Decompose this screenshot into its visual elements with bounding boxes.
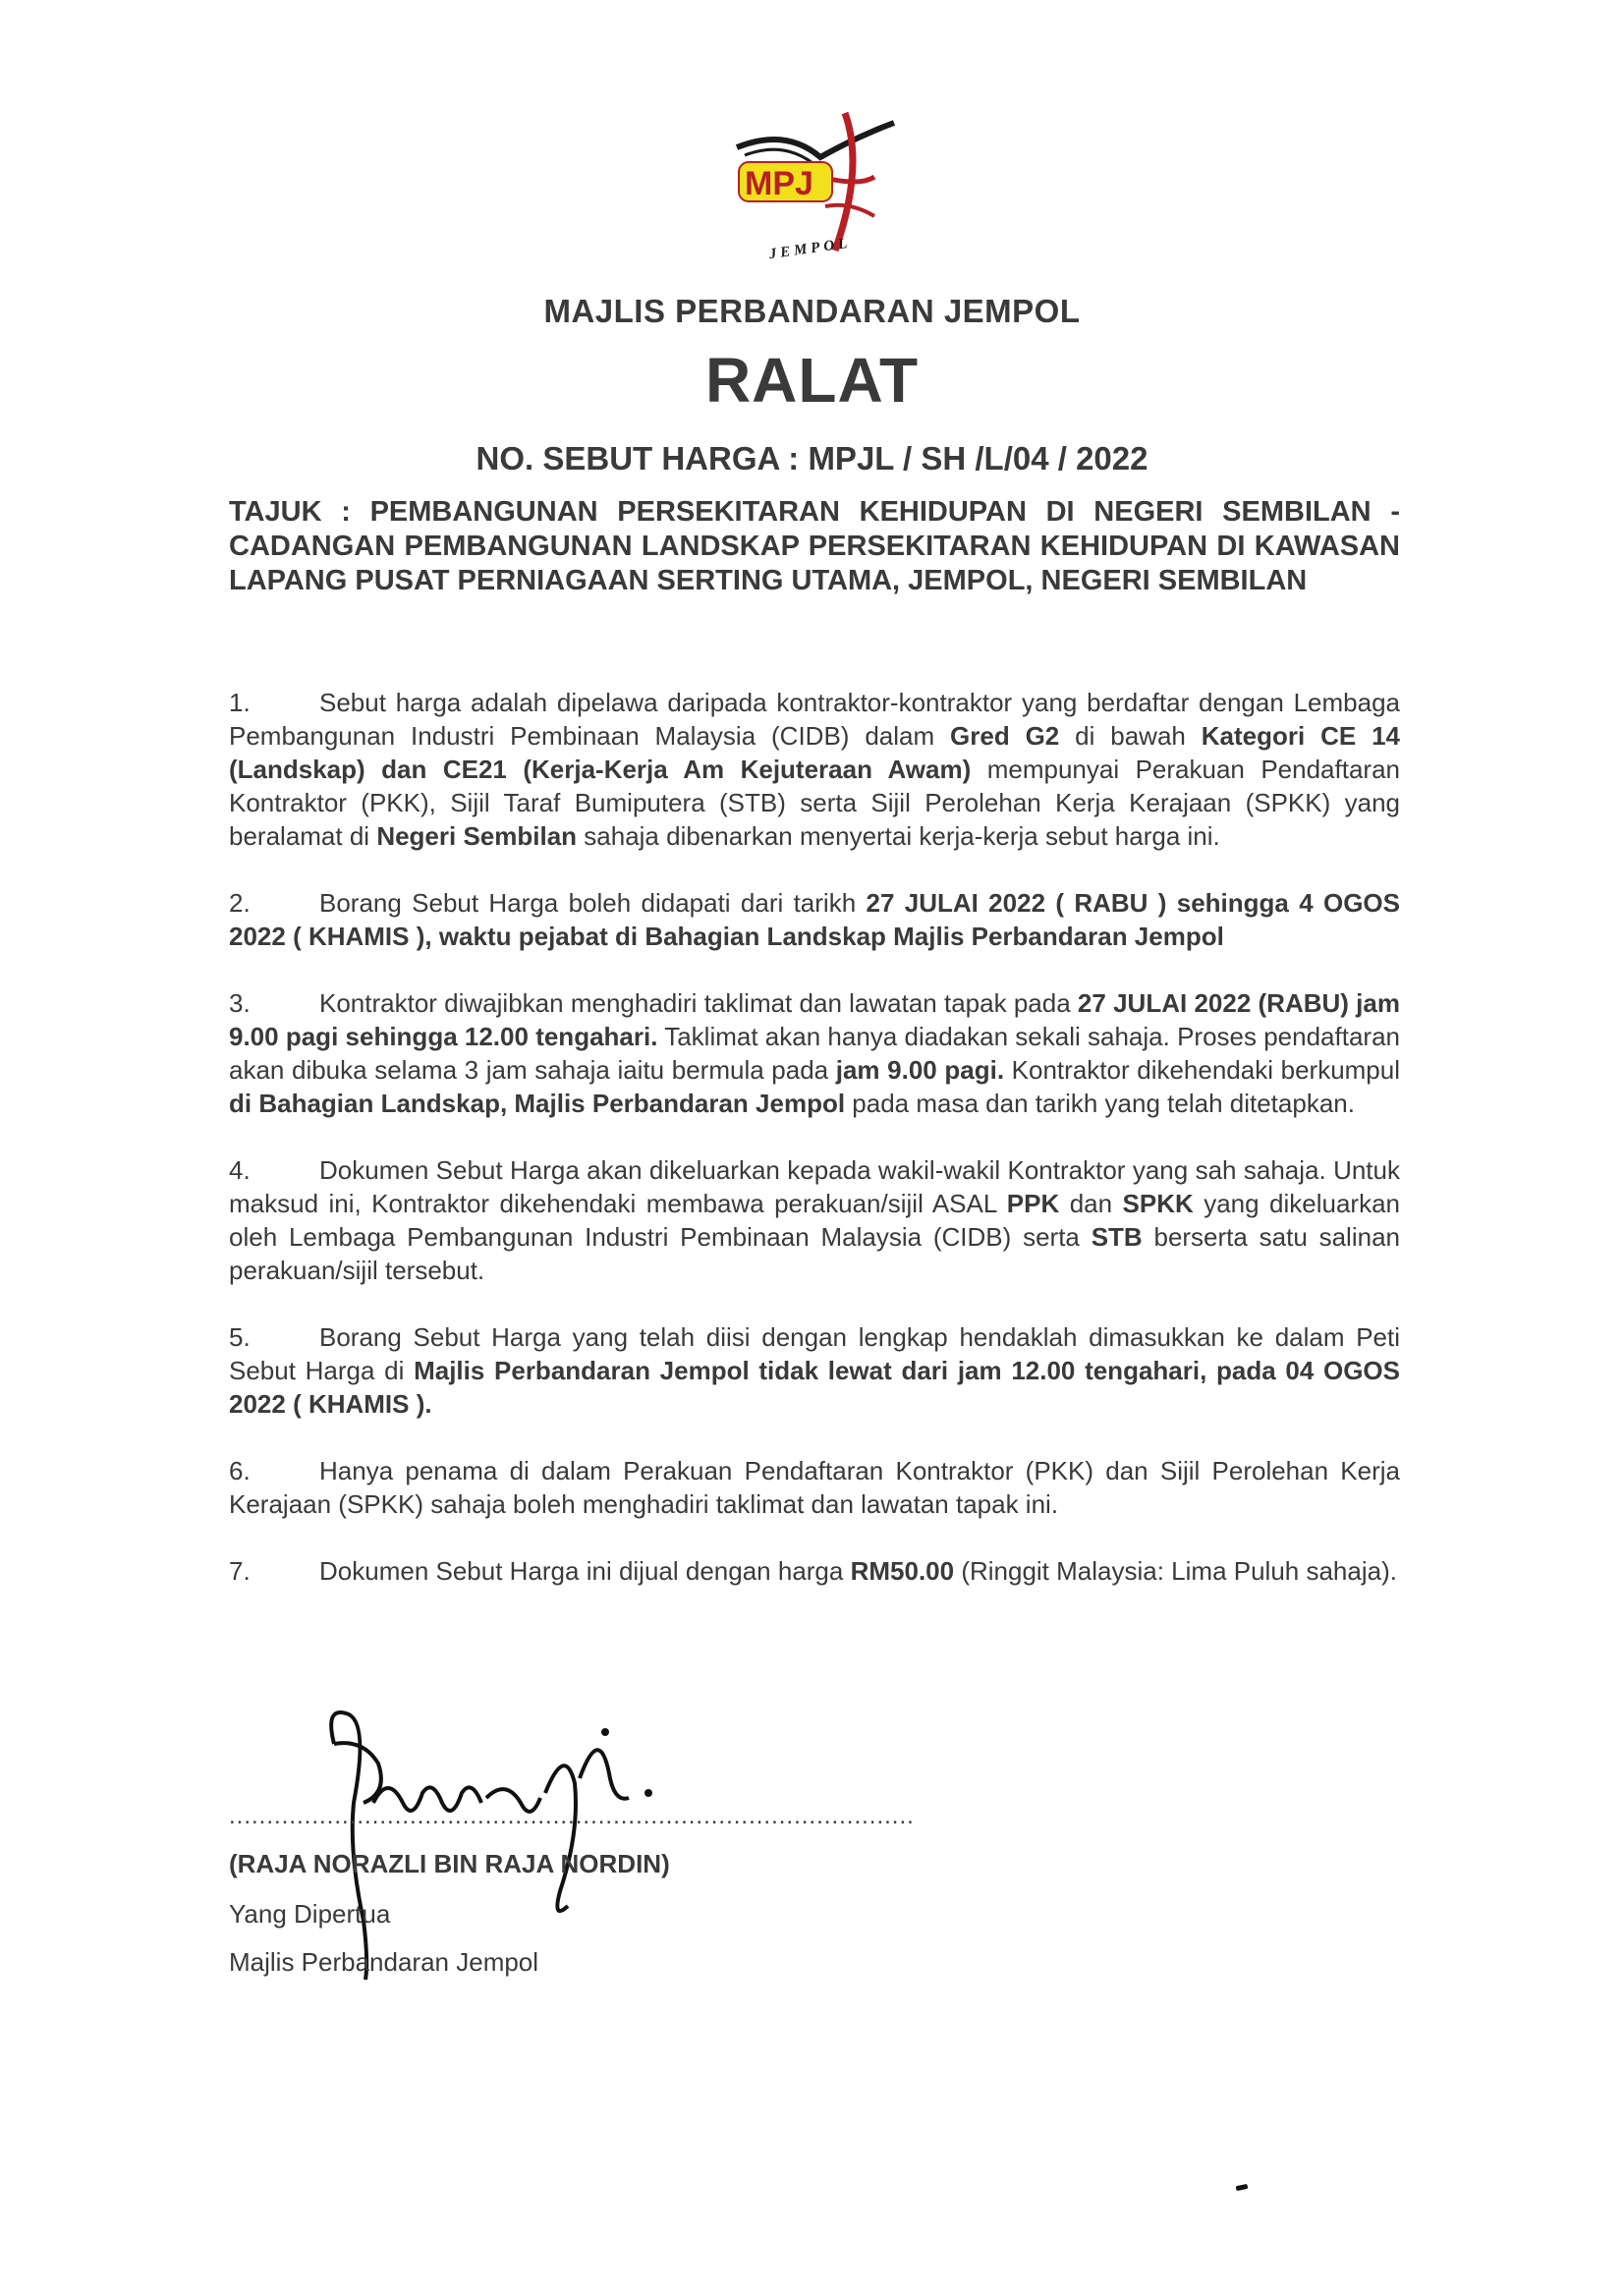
paragraph-text: pada masa dan tarikh yang telah ditetapkan.: [845, 1089, 1355, 1118]
signatory-name: (RAJA NORAZLI BIN RAJA NORDIN): [229, 1849, 670, 1878]
bold-text: jam 9.00 pagi.: [835, 1055, 1005, 1085]
paragraph-1: [229, 686, 1400, 853]
paragraph-text: Kontraktor dikehendaki berkumpul: [1004, 1055, 1401, 1085]
bold-text: Majlis Perbandaran Jempol tidak lewat dari jam 12.00 tengahari, pada 04 OGOS 2022 ( KHAMIS ).: [229, 1356, 1401, 1419]
paragraph-text: Borang Sebut Harga boleh didapati dari tarikh: [319, 888, 867, 918]
bold-text: di Bahagian Landskap, Majlis Perbandaran Jempol: [229, 1089, 846, 1118]
handwritten-signature: [295, 1685, 668, 1980]
scan-mark: [1236, 2184, 1249, 2191]
paragraph-text: Dokumen Sebut Harga akan dikeluarkan kepada wakil-wakil Kontraktor yang sah sahaja. Untuk maksud ini, Kontraktor dikehendaki membawa perakuan/sijil ASAL: [229, 1155, 1400, 1218]
paragraph-number: 5.: [229, 1322, 251, 1352]
paragraph-number: 6.: [229, 1456, 251, 1485]
paragraph-text: yang dikeluarkan oleh Lembaga Pembangunan Industri Pembinaan Malaysia (CIDB) serta: [229, 1189, 1400, 1252]
bold-text: Gred G2: [950, 721, 1060, 751]
paragraph-number: 2.: [229, 888, 251, 918]
paragraph-text: Borang Sebut Harga yang telah diisi dengan lengkap hendaklah dimasukkan ke dalam Peti Sebut Harga di: [229, 1322, 1400, 1385]
tajuk-heading: TAJUK : PEMBANGUNAN PERSEKITARAN KEHIDUPAN DI NEGERI SEMBILAN - CADANGAN PEMBANGUNAN LANDSKAP PERSEKITARAN KEHIDUPAN DI KAWASAN LAPANG PUSAT PERNIAGAAN SERTING UTAMA, JEMPOL, NEGERI SEMBILAN: [229, 496, 1400, 596]
paragraph-text: Dokumen Sebut Harga ini dijual dengan harga: [319, 1556, 851, 1586]
organization-name: MAJLIS PERBANDARAN JEMPOL: [543, 293, 1081, 329]
paragraph-number: 3.: [229, 988, 251, 1018]
paragraph-number: 1.: [229, 688, 251, 717]
paragraph-4: [229, 1153, 1400, 1287]
paragraph-6: [229, 1454, 1400, 1521]
paragraph-number: 4.: [229, 1155, 251, 1185]
paragraph-text: (Ringgit Malaysia: Lima Puluh sahaja).: [954, 1556, 1397, 1586]
paragraph-number: 7.: [229, 1556, 251, 1586]
paragraph-text: Taklimat akan hanya diadakan sekali sahaja. Proses pendaftaran akan dibuka selama 3 jam sahaja iaitu bermula pada: [229, 1022, 1401, 1085]
paragraph-text: mempunyai Perakuan Pendaftaran Kontraktor (PKK), Sijil Taraf Bumiputera (STB) serta Sijil Perolehan Kerja Kerajaan (SPKK) yang beralamat di: [229, 755, 1401, 851]
paragraph-text: dan: [1059, 1189, 1123, 1218]
paragraph-text: berserta satu salinan perakuan/sijil tersebut.: [229, 1222, 1400, 1285]
paragraph-7: [229, 1554, 1400, 1588]
paragraph-text: Hanya penama di dalam Perakuan Pendaftaran Kontraktor (PKK) dan Sijil Perolehan Kerja Kerajaan (SPKK) sahaja boleh menghadiri taklimat dan lawatan tapak ini.: [229, 1456, 1400, 1519]
reference-number: NO. SEBUT HARGA : MPJL / SH /L/04 / 2022: [476, 440, 1148, 476]
document-body: [229, 686, 1400, 1621]
signatory-title: Yang Dipertua: [229, 1899, 391, 1929]
document-type: RALAT: [704, 345, 920, 416]
paragraph-text: Kontraktor diwajibkan menghadiri taklimat dan lawatan tapak pada: [319, 988, 1078, 1018]
bold-text: 27 JULAI 2022 ( RABU ) sehingga 4 OGOS 2022 ( KHAMIS ), waktu pejabat di Bahagian Landskap Majlis Perbandaran Jempol: [229, 888, 1400, 951]
mpj-logo: [727, 108, 904, 275]
paragraph-text: sahaja dibenarkan menyertai kerja-kerja sebut harga ini.: [577, 821, 1220, 851]
bold-text: STB: [1091, 1222, 1143, 1252]
logo-subtitle: JEMPOL: [767, 235, 853, 263]
bold-text: PPK: [1006, 1189, 1060, 1218]
signature-line: ...........................................................................................: [229, 1803, 915, 1829]
bold-text: RM50.00: [850, 1556, 955, 1586]
bold-text: 27 JULAI 2022 (RABU) jam 9.00 pagi sehingga 12.00 tengahari.: [229, 988, 1400, 1051]
bold-text: Kategori CE 14 (Landskap) dan CE21 (Kerja-Kerja Am Kejuteraan Awam): [229, 721, 1401, 784]
signatory-organization: Majlis Perbandaran Jempol: [229, 1947, 539, 1977]
bold-text: Negeri Sembilan: [376, 821, 578, 851]
paragraph-text: di bawah: [1059, 721, 1202, 751]
paragraph-text: Sebut harga adalah dipelawa daripada kontraktor-kontraktor yang berdaftar dengan Lembaga Pembangunan Industri Pembinaan Malaysia (CIDB) dalam: [229, 688, 1400, 751]
logo-mark: MPJ: [745, 165, 813, 202]
paragraph-2: [229, 886, 1400, 953]
paragraph-3: [229, 986, 1400, 1120]
paragraph-5: [229, 1320, 1400, 1421]
bold-text: SPKK: [1122, 1189, 1194, 1218]
